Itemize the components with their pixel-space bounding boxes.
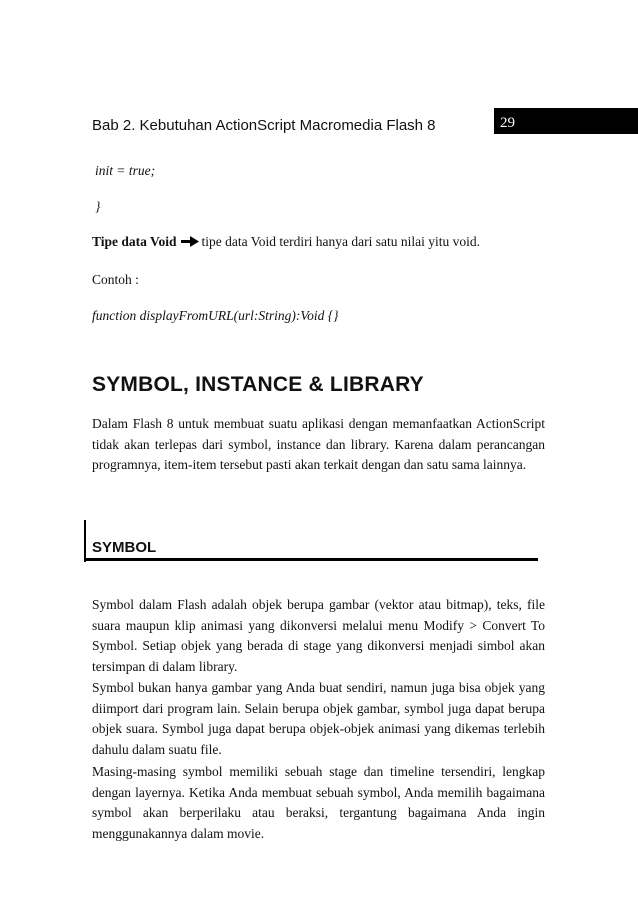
section-intro <box>92 414 545 476</box>
symbol-paragraph-1 <box>92 595 545 677</box>
page-number: 29 <box>500 115 515 131</box>
paragraph-text: Masing-masing symbol memiliki sebuah stage dan timeline tersendiri, lengkap dengan layernya. Ketika Anda membuat sebuah symbol, Anda memilih bagaimana symbol akan berperilaku atau beraksi, tergantung bagaimana Anda ingin menggunakannya dalam movie. <box>92 764 545 841</box>
symbol-paragraph-3 <box>92 762 545 844</box>
void-type-line <box>92 234 480 250</box>
subsection-heading: SYMBOL <box>92 539 157 556</box>
symbol-paragraph-2 <box>92 678 545 760</box>
example-code: function displayFromURL(url:String):Void {} <box>92 308 339 323</box>
paragraph-text: Symbol bukan hanya gambar yang Anda buat sendiri, namun juga bisa objek yang diimport dari program lain. Selain berupa objek gambar, symbol juga dapat berupa objek suara. Symbol juga dapat berupa objek-objek animasi yang dikemas terlebih dahulu dalam suatu file. <box>92 680 545 757</box>
code-line-brace: } <box>95 199 101 214</box>
heading-bar-horizontal <box>84 558 538 561</box>
example-label: Contoh : <box>92 272 139 287</box>
section-heading: SYMBOL, INSTANCE & LIBRARY <box>92 373 424 396</box>
paragraph-text: Symbol dalam Flash adalah objek berupa gambar (vektor atau bitmap), teks, file suara maupun klip animasi yang dikonversi melalui menu Modify > Convert To Symbol. Setiap objek yang berada di stage yang dikonversi menjadi simbol akan tersimpan di dalam library. <box>92 597 545 674</box>
chapter-header: Bab 2. Kebutuhan ActionScript Macromedia Flash 8 <box>92 117 436 134</box>
heading-bar-vertical <box>84 520 86 562</box>
void-type-term: Tipe data Void <box>92 234 177 249</box>
code-line-init: init = true; <box>95 163 156 178</box>
right-arrow-icon <box>181 235 199 246</box>
page-number-box <box>494 108 638 134</box>
void-type-description: tipe data Void terdiri hanya dari satu nilai yitu void. <box>201 234 480 249</box>
intro-paragraph: Dalam Flash 8 untuk membuat suatu aplikasi dengan memanfaatkan ActionScript tidak akan terlepas dari symbol, instance dan library. Karena dalam perancangan programnya, item-item tersebut pasti akan terkait dengan dan satu sama lainnya. <box>92 416 545 472</box>
